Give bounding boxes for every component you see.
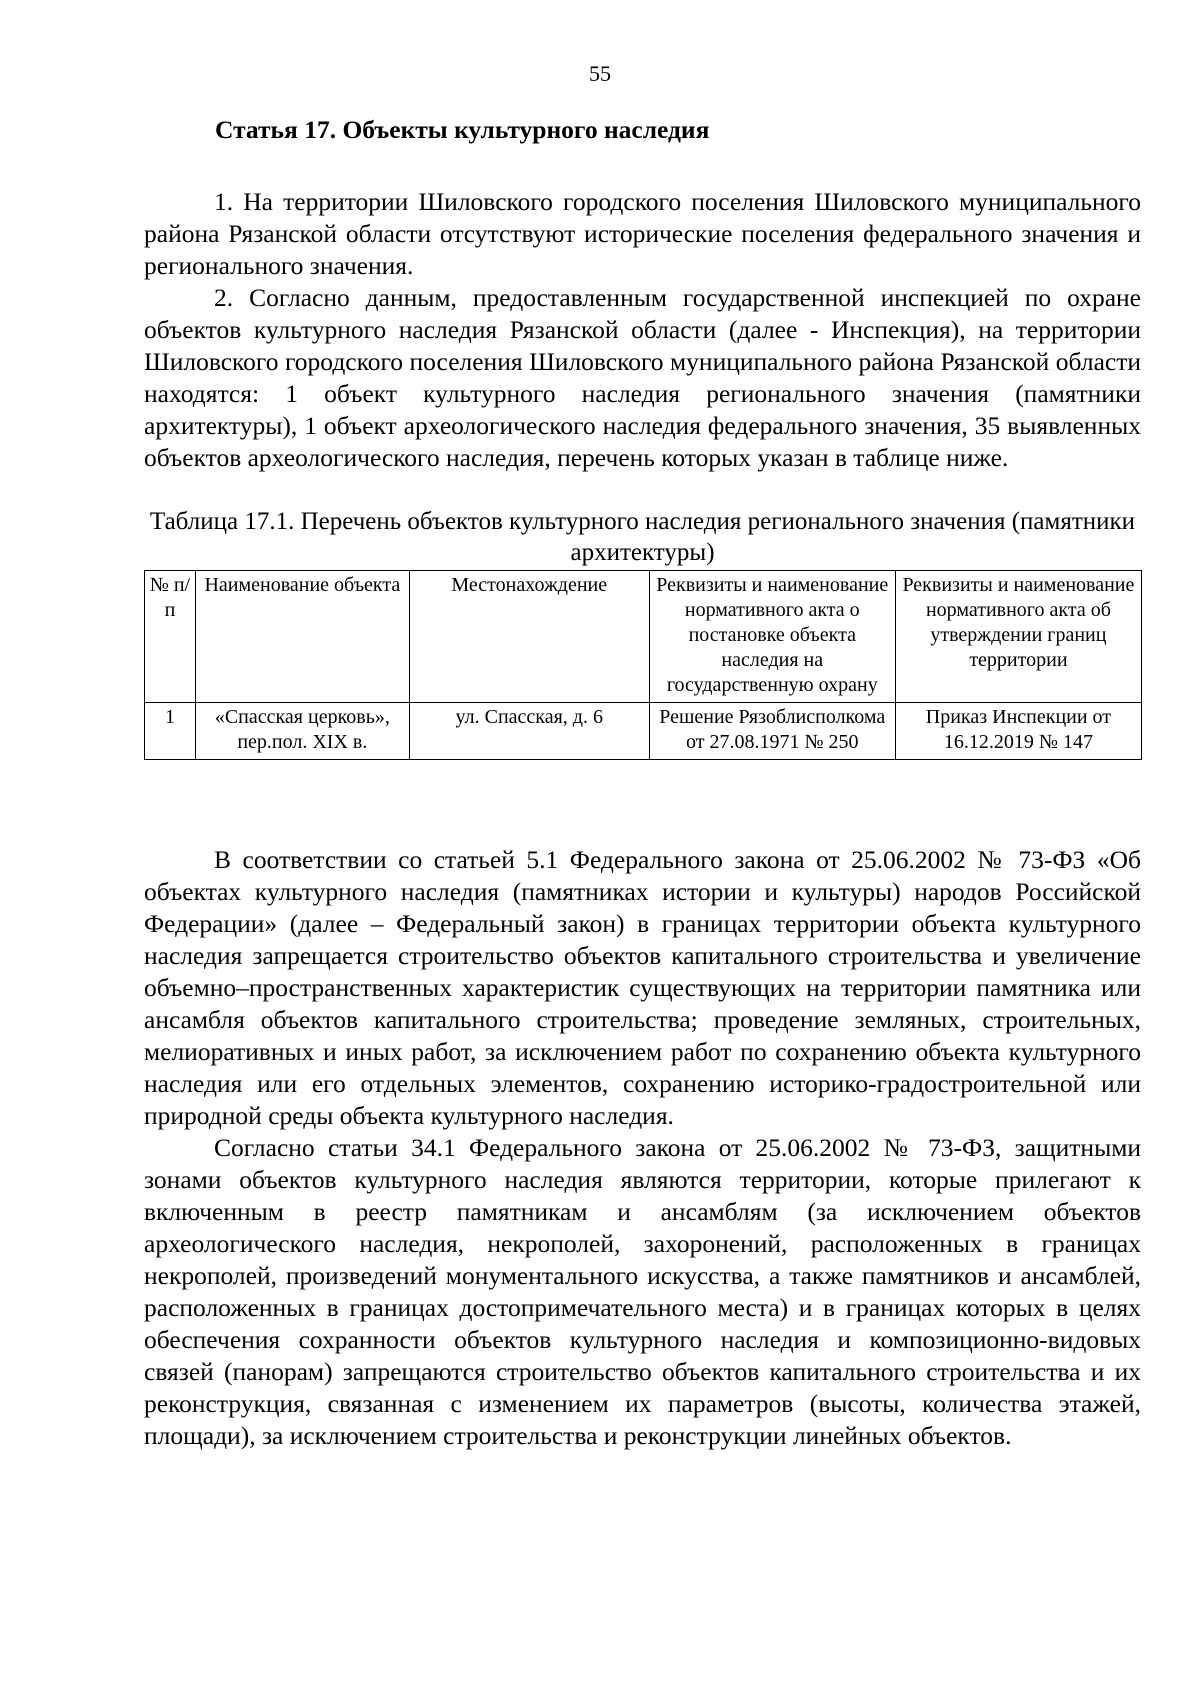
article-heading: Статья 17. Объекты культурного наследия xyxy=(215,115,710,144)
table-caption: Таблица 17.1. Перечень объектов культурного наследия регионального значения (памятники архитектуры) xyxy=(149,508,1136,566)
cell-name: «Спасская церковь», пер.пол. XIX в. xyxy=(195,703,409,760)
header-name: Наименование объекта xyxy=(195,571,409,703)
intro-section xyxy=(144,186,1141,474)
body-paragraph-2: Согласно статьи 34.1 Федерального закона от 25.06.2002 № 73-ФЗ, защитными зонами объектов культурного наследия являются территории, которые прилегают к включенным в реестр памятникам и ансамблям (за исключением объектов археологического наследия, некрополей, захоронений, расположенных в границах некрополей, произведений монументального искусства, а также памятников и ансамблей, расположенных в границах достопримечательного места) и в границах которых в целях обеспечения сохранности объектов культурного наследия и композиционно-видовых связей (панорам) запрещаются строительство объектов капитального строительства и их реконструкция, связанная с изменением их параметров (высоты, количества этажей, площади), за исключением строительства и реконструкции линейных объектов. xyxy=(144,1133,1141,1450)
table-row xyxy=(145,703,1142,760)
cell-number: 1 xyxy=(145,703,196,760)
header-boundary-act: Реквизиты и наименование нормативного акта об утверждении границ территории xyxy=(895,571,1141,703)
header-protection-act: Реквизиты и наименование нормативного акта о постановке объекта наследия на государственную охрану xyxy=(649,571,895,703)
heritage-table xyxy=(144,570,1142,760)
body-section xyxy=(144,844,1141,1452)
table-header-row xyxy=(145,571,1142,703)
page-number: 55 xyxy=(589,61,611,86)
header-number: № п/п xyxy=(145,571,196,703)
body-paragraph-1: В соответствии со статьей 5.1 Федерального закона от 25.06.2002 № 73-ФЗ «Об объектах культурного наследия (памятниках истории и культуры) народов Российской Федерации» (далее – Федеральный закон) в границах территории объекта культурного наследия запрещается строительство объектов капитального строительства и увеличение объемно–пространственных характеристик существующих на территории памятника или ансамбля объектов капитального строительства; проведение земляных, строительных, мелиоративных и иных работ, за исключением работ по сохранению объекта культурного наследия или его отдельных элементов, сохранению историко-градостроительной или природной среды объекта культурного наследия. xyxy=(144,845,1141,1130)
intro-paragraph-1: 1. На территории Шиловского городского поселения Шиловского муниципального района Рязанской области отсутствуют исторические поселения федерального значения и регионального значения. xyxy=(144,187,1141,280)
cell-location: ул. Спасская, д. 6 xyxy=(409,703,649,760)
cell-protection-act: Решение Рязоблисполкома от 27.08.1971 № 250 xyxy=(649,703,895,760)
intro-paragraph-2: 2. Согласно данным, предоставленным государственной инспекцией по охране объектов культурного наследия Рязанской области (далее - Инспекция), на территории Шиловского городского поселения Шиловского муниципального района Рязанской области находятся: 1 объект культурного наследия регионального значения (памятники архитектуры), 1 объект археологического наследия федерального значения, 35 выявленных объектов археологического наследия, перечень которых указан в таблице ниже. xyxy=(144,283,1141,472)
header-location: Местонахождение xyxy=(409,571,649,703)
cell-boundary-act: Приказ Инспекции от 16.12.2019 № 147 xyxy=(895,703,1141,760)
